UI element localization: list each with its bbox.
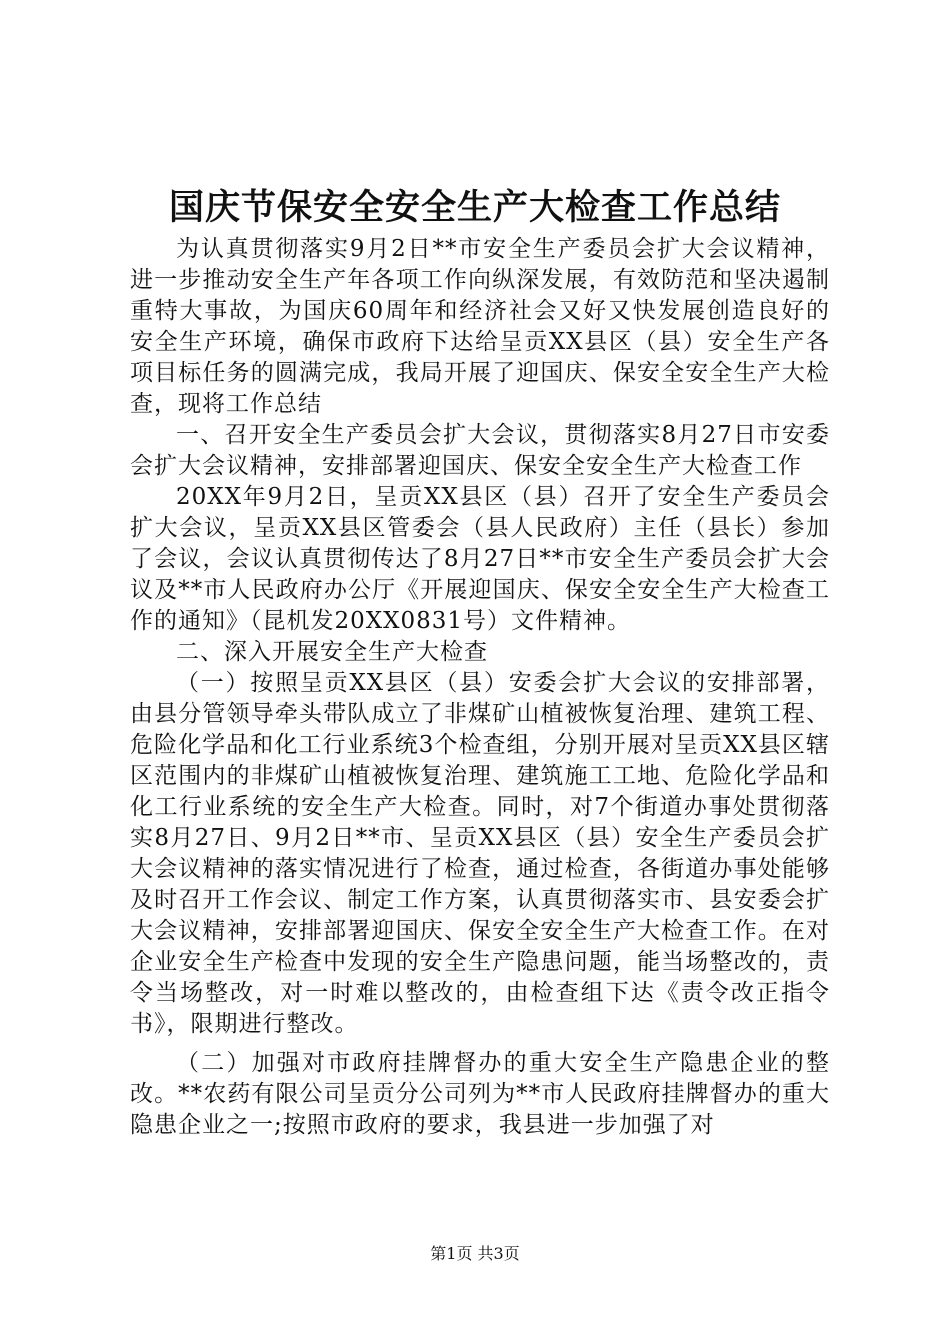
paragraph-meeting: 20XX年9月2日，呈贡XX县区（县）召开了安全生产委员会扩大会议，呈贡XX县区管委会（县人民政府）主任（县长）参加了会议，会议认真贯彻传达了8月27日**市安全生产委员会扩大会议及**市人民政府办公厅《开展迎国庆、保安全安全生产大检查工作的通知》（昆机发20XX0831号）文件精神。 (130, 484, 830, 634)
page-number-footer: 第1页 共3页 (430, 1244, 520, 1263)
paragraph-section-1-heading: 一、召开安全生产委员会扩大会议，贯彻落实8月27日市安委会扩大会议精神，安排部署迎国庆、保安全安全生产大检查工作 (130, 422, 830, 479)
document-body (130, 234, 830, 1141)
paragraph-inspection-1: （一）按照呈贡XX县区（县）安委会扩大会议的安排部署，由县分管领导牵头带队成立了非煤矿山植被恢复治理、建筑工程、危险化学品和化工行业系统3个检查组，分别开展对呈贡XX县区辖区范围内的非煤矿山植被恢复治理、建筑施工工地、危险化学品和化工行业系统的安全生产大检查。同时，对7个街道办事处贯彻落实8月27日、9月2日**市、呈贡XX县区（县）安全生产委员会扩大会议精神的落实情况进行了检查，通过检查，各街道办事处能够及时召开工作会议、制定工作方案，认真贯彻落实市、县安委会扩大会议精神，安排部署迎国庆、保安全安全生产大检查工作。在对企业安全生产检查中发现的安全生产隐患问题，能当场整改的，责令当场整改，对一时难以整改的，由检查组下达《责令改正指令书》，限期进行整改。 (130, 670, 830, 1037)
paragraph-intro: 为认真贯彻落实9月2日**市安全生产委员会扩大会议精神，进一步推动安全生产年各项工作向纵深发展，有效防范和坚决遏制重特大事故，为国庆60周年和经济社会又好又快发展创造良好的安全生产环境，确保市政府下达给呈贡XX县区（县）安全生产各项目标任务的圆满完成，我局开展了迎国庆、保安全安全生产大检查，现将工作总结 (130, 236, 830, 417)
paragraph-inspection-2: （二）加强对市政府挂牌督办的重大安全生产隐患企业的整改。**农药有限公司呈贡分公司列为**市人民政府挂牌督办的重大隐患企业之一;按照市政府的要求，我县进一步加强了对 (130, 1050, 830, 1138)
paragraph-section-2-heading: 二、深入开展安全生产大检查 (176, 639, 488, 665)
document-title: 国庆节保安全安全生产大检查工作总结 (168, 188, 781, 228)
